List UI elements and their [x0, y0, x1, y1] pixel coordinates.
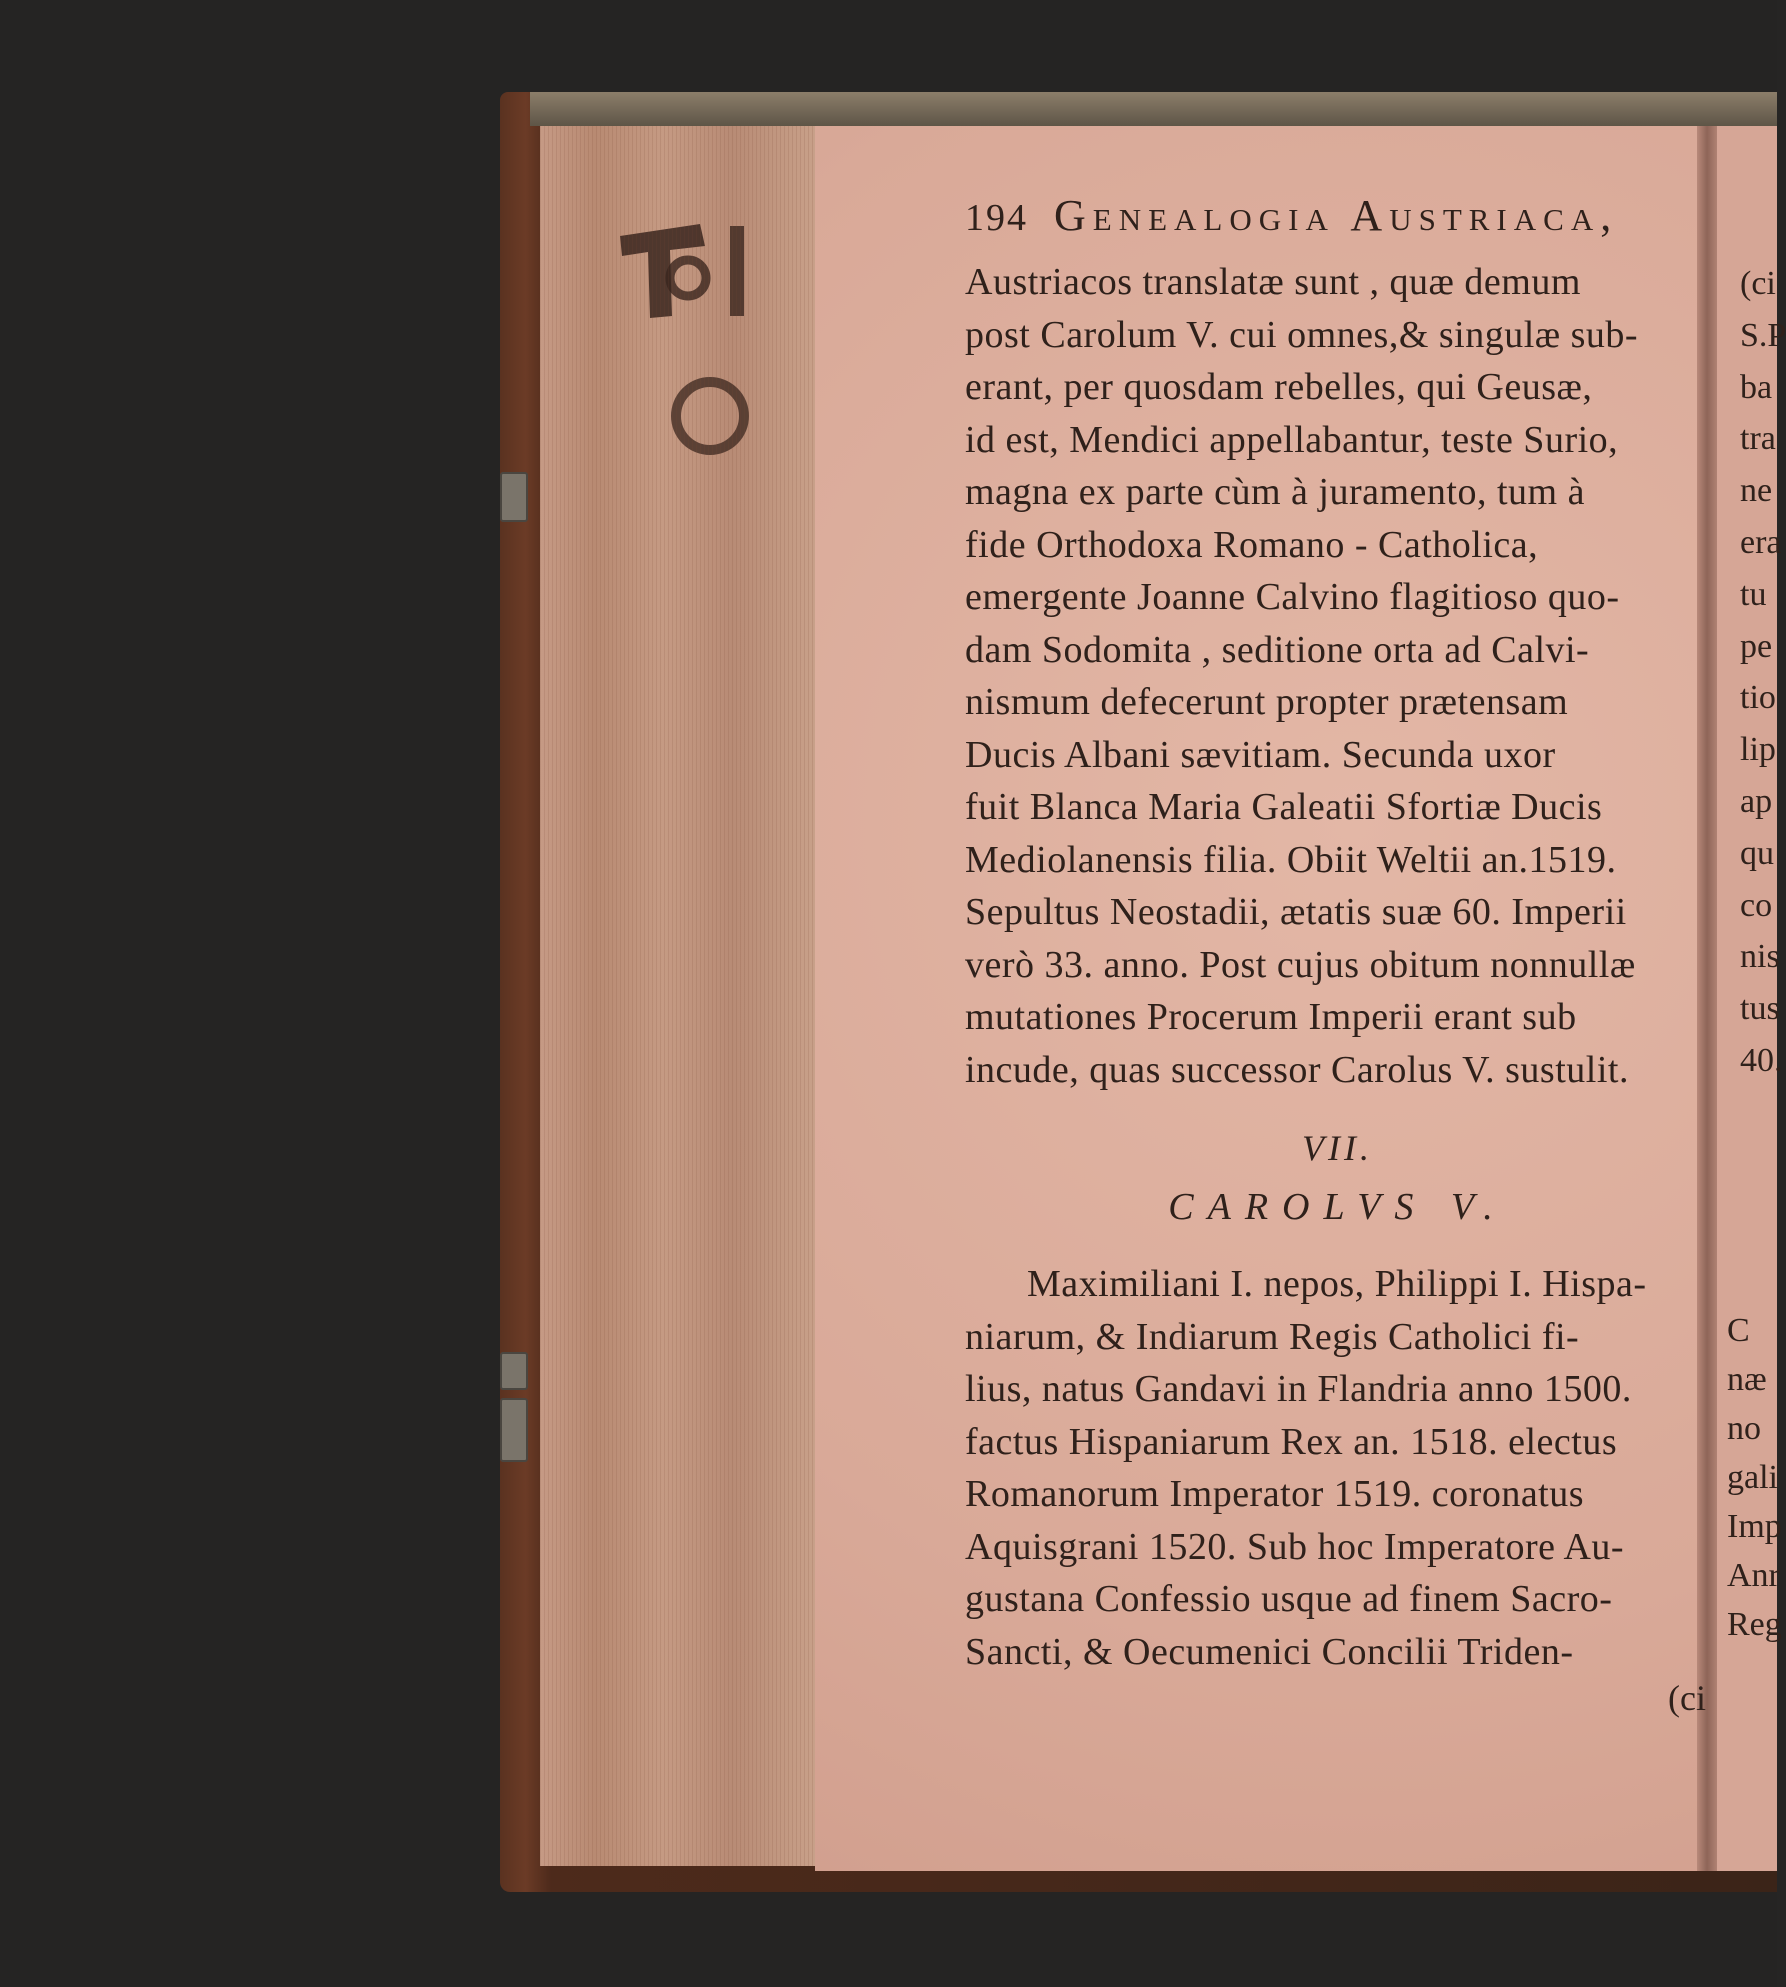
text-fragment: tio: [1740, 679, 1776, 717]
text-fragment: lip: [1740, 731, 1776, 769]
text-line: fide Orthodoxa Romano - Catholica,: [965, 523, 1539, 566]
text-fragment: næ: [1727, 1361, 1767, 1398]
text-line: erant, per quosdam rebelles, qui Geusæ,: [965, 366, 1593, 408]
text-fragment: tus: [1740, 990, 1780, 1028]
text-fragment: S.P: [1740, 316, 1786, 354]
text-fragment: no: [1727, 1410, 1761, 1447]
edge-marking-stamp: [610, 206, 770, 466]
right-page-text-bottom: [1727, 1306, 1782, 1649]
text-line: post Carolum V. cui omnes,& singulæ sub-: [965, 313, 1639, 356]
text-line: magna ex parte cùm à juramento, tum à: [965, 471, 1585, 513]
text-line: id est, Mendici appellabantur, teste Surio,: [965, 418, 1619, 461]
text-line: Mediolanensis filia. Obiit Weltii an.1519.: [965, 838, 1617, 881]
page-text: [965, 190, 1710, 1718]
text-line: Austriacos translatæ sunt , quæ demum: [965, 261, 1581, 303]
section-heading: CAROLVS V.: [1168, 1186, 1507, 1228]
section-number: VII.: [1302, 1128, 1373, 1168]
fore-edge: [540, 126, 815, 1866]
text-fragment: tu: [1740, 575, 1767, 613]
page-header: [965, 190, 1710, 250]
text-fragment: ap: [1740, 782, 1773, 820]
page-number: 194: [965, 197, 1028, 239]
text-fragment: ba: [1740, 368, 1773, 406]
text-fragment: qu: [1740, 834, 1774, 872]
book-headcap: [530, 92, 1777, 126]
text-line: Sancti, & Oecumenici Concilii Triden-: [965, 1630, 1574, 1673]
text-line: Ducis Albani sævitiam. Secunda uxor: [965, 733, 1556, 776]
text-line: niarum, & Indiarum Regis Catholici fi-: [965, 1315, 1580, 1358]
text-fragment: co: [1740, 886, 1773, 924]
text-lines-top: [965, 256, 1710, 1096]
text-fragment: (ci: [1740, 265, 1776, 302]
text-line: gustana Confessio usque ad finem Sacro-: [965, 1578, 1613, 1620]
text-fragment: C: [1727, 1312, 1750, 1349]
text-fragment: Reg: [1727, 1606, 1782, 1643]
text-fragment: ne: [1740, 472, 1773, 510]
text-line: Maximiliani I. nepos, Philippi I. Hispa-: [1027, 1263, 1647, 1305]
text-line: nismum defecerunt propter prætensam: [965, 681, 1569, 723]
clasp-hinge-top: [500, 472, 528, 522]
text-fragment: gali: [1727, 1459, 1778, 1496]
text-fragment: pe: [1740, 627, 1773, 665]
text-line: dam Sodomita , seditione orta ad Calvi-: [965, 628, 1590, 671]
text-line: mutationes Procerum Imperii erant sub: [965, 996, 1577, 1038]
text-fragment: 40.: [1740, 1041, 1783, 1079]
text-line: incude, quas successor Carolus V. sustulit.: [965, 1048, 1629, 1091]
running-title: Genealogia Austriaca,: [1054, 191, 1619, 240]
clasp-hinge-middle: [500, 1352, 528, 1390]
text-lines-paragraph: [965, 1258, 1710, 1678]
catchword: (ci: [1668, 1678, 1706, 1718]
right-page-text-top: [1740, 258, 1786, 1087]
clasp-hinge-bottom: [500, 1398, 528, 1462]
text-fragment: nis: [1740, 938, 1780, 976]
text-line: lius, natus Gandavi in Flandria anno 1500.: [965, 1368, 1632, 1410]
text-fragment: Anr: [1727, 1557, 1780, 1594]
text-line: Sepultus Neostadii, ætatis suæ 60. Imperii: [965, 891, 1627, 933]
text-line: Aquisgrani 1520. Sub hoc Imperatore Au-: [965, 1525, 1625, 1568]
text-line: emergente Joanne Calvino flagitioso quo-: [965, 576, 1620, 618]
text-line: factus Hispaniarum Rex an. 1518. electus: [965, 1420, 1618, 1463]
text-line: fuit Blanca Maria Galeatii Sfortiæ Ducis: [965, 786, 1603, 828]
text-fragment: era: [1740, 523, 1782, 561]
text-fragment: tra: [1740, 420, 1776, 458]
text-line: Romanorum Imperator 1519. coronatus: [965, 1473, 1585, 1515]
book: [500, 92, 1786, 1892]
text-fragment: Imp: [1727, 1508, 1782, 1545]
text-line: verò 33. anno. Post cujus obitum nonnullæ: [965, 943, 1636, 986]
